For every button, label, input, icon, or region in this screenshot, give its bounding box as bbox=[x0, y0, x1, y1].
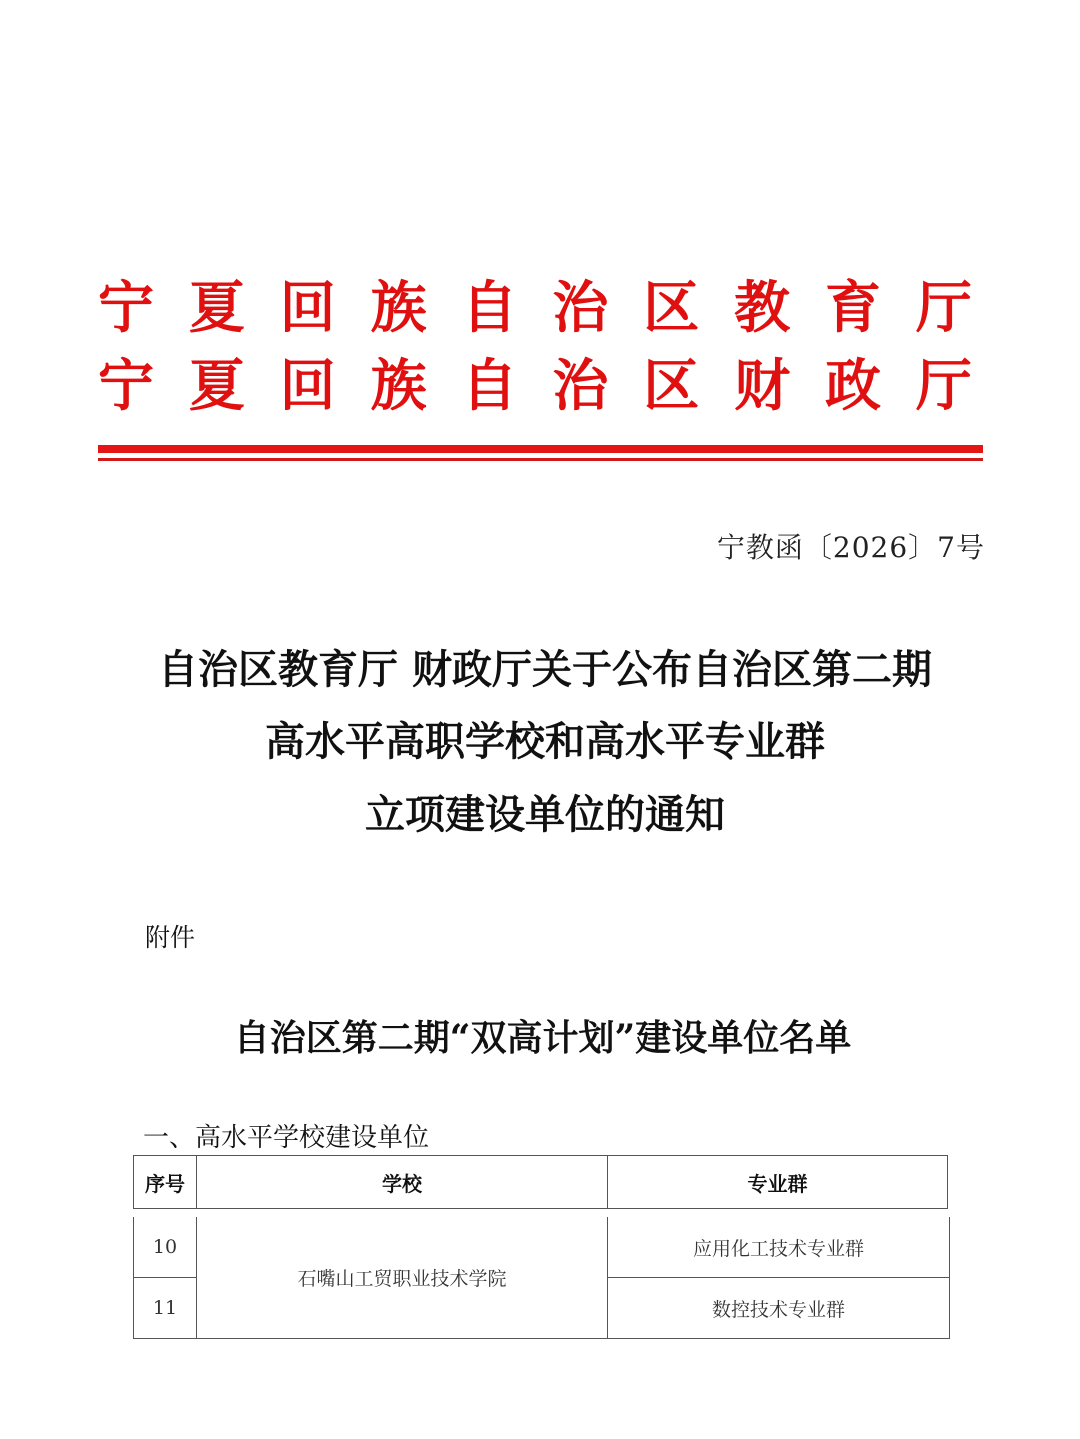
header-school: 学校 bbox=[197, 1156, 608, 1209]
letterhead-char: 区 bbox=[643, 275, 700, 341]
letterhead-char: 政 bbox=[825, 353, 881, 419]
letterhead-char: 宁 bbox=[98, 353, 154, 419]
row-no: 10 bbox=[134, 1217, 197, 1278]
letterhead-char: 自 bbox=[461, 353, 518, 419]
letterhead-char: 厅 bbox=[915, 275, 972, 341]
letterhead-char: 治 bbox=[552, 353, 609, 419]
letterhead-char: 族 bbox=[370, 275, 427, 341]
letterhead-char: 财 bbox=[734, 353, 791, 419]
letterhead-char: 治 bbox=[552, 275, 609, 341]
red-divider-thick bbox=[98, 445, 983, 453]
title-line-2: 高水平高职学校和高水平专业群 bbox=[265, 718, 825, 765]
letterhead-char: 育 bbox=[825, 275, 881, 341]
letterhead-finance-dept bbox=[98, 354, 972, 418]
table-row bbox=[134, 1217, 950, 1278]
row-group: 应用化工技术专业群 bbox=[608, 1217, 950, 1278]
attachment-subtitle: 自治区第二期“双高计划”建设单位名单 bbox=[233, 1017, 852, 1059]
letterhead-char: 族 bbox=[370, 353, 427, 419]
attachment-label: 附件 bbox=[145, 923, 196, 952]
letterhead-char: 自 bbox=[461, 275, 518, 341]
school-table bbox=[133, 1217, 950, 1339]
letterhead-education-dept bbox=[98, 276, 972, 340]
letterhead-char: 区 bbox=[643, 353, 700, 419]
red-divider-thin bbox=[98, 458, 983, 461]
letterhead-char: 夏 bbox=[188, 353, 245, 419]
row-group: 数控技术专业群 bbox=[608, 1278, 950, 1339]
row-school: 石嘴山工贸职业技术学院 bbox=[197, 1217, 608, 1339]
table-header bbox=[133, 1155, 948, 1209]
title-line-3: 立项建设单位的通知 bbox=[365, 791, 725, 838]
letterhead-char: 夏 bbox=[188, 275, 245, 341]
letterhead-char: 教 bbox=[734, 275, 791, 341]
letterhead-char: 宁 bbox=[98, 275, 154, 341]
letterhead-char: 回 bbox=[279, 353, 336, 419]
document-number: 宁教函〔2026〕7号 bbox=[716, 531, 985, 564]
row-no: 11 bbox=[134, 1278, 197, 1339]
letterhead-char: 回 bbox=[279, 275, 336, 341]
letterhead-char: 厅 bbox=[915, 353, 972, 419]
title-line-1: 自治区教育厅 财政厅关于公布自治区第二期 bbox=[158, 646, 932, 693]
header-group: 专业群 bbox=[608, 1156, 948, 1209]
section-heading: 一、高水平学校建设单位 bbox=[143, 1123, 430, 1153]
header-no: 序号 bbox=[134, 1156, 197, 1209]
